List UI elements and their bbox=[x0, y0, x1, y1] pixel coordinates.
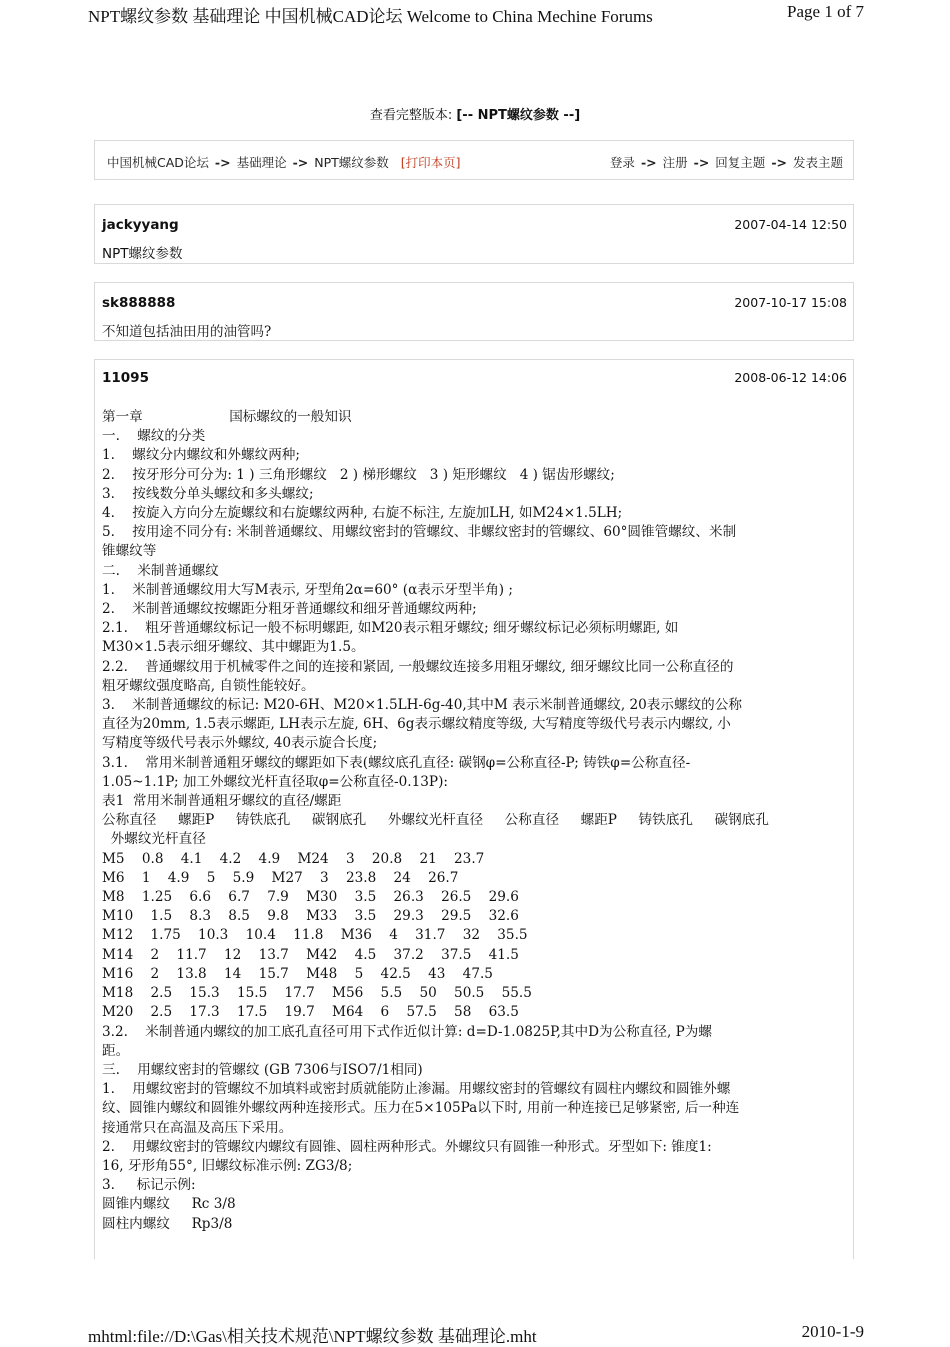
post-text: 不知道包括油田用的油管吗? bbox=[102, 324, 272, 340]
print-footer-file-path: mhtml:file://D:\Gas\相关技术规范\NPT螺纹参数 基础理论.mht bbox=[88, 1327, 537, 1346]
action-arrow: -> bbox=[693, 155, 710, 170]
breadcrumb-bar bbox=[94, 140, 854, 180]
user-actions bbox=[610, 153, 843, 171]
post-body-line: 接通常只在高温及高压下采用。 bbox=[102, 1119, 293, 1136]
post-body-line: 外螺纹光杆直径 bbox=[102, 831, 206, 848]
post-body bbox=[102, 408, 843, 1234]
post-body-line: 2. 米制普通螺纹按螺距分粗牙普通螺纹和细牙普通螺纹两种; bbox=[102, 601, 477, 618]
post-author: jackyyang bbox=[102, 217, 179, 233]
post-body-line: 3.1. 常用米制普通粗牙螺纹的螺距如下表(螺纹底孔直径: 碳钢φ=公称直径-P; 铸铁φ=公称直径- bbox=[102, 754, 691, 771]
post-3 bbox=[94, 359, 854, 1259]
print-header-page-number: Page 1 of 7 bbox=[787, 2, 864, 21]
post-body-line: 锥螺纹等 bbox=[102, 543, 157, 560]
post-body-line: 距。 bbox=[102, 1042, 130, 1059]
post-2 bbox=[94, 282, 854, 341]
post-body-line: 一. 螺纹的分类 bbox=[102, 428, 206, 445]
action-arrow: -> bbox=[640, 155, 657, 170]
post-body-line: 2.1. 粗牙普通螺纹标记一般不标明螺距, 如M20表示粗牙螺纹; 细牙螺纹标记必须标明螺距, 如 bbox=[102, 620, 679, 637]
register-link[interactable]: 注册 bbox=[662, 155, 688, 170]
post-body-line: M8 1.25 6.6 6.7 7.9 M30 3.5 26.3 26.5 29.6 bbox=[102, 889, 519, 906]
post-body-line: 二. 米制普通螺纹 bbox=[102, 562, 219, 579]
post-body-line: 三. 用螺纹密封的管螺纹 (GB 7306与ISO7/1相同) bbox=[102, 1061, 423, 1078]
print-footer bbox=[88, 1322, 864, 1344]
breadcrumb-arrow: -> bbox=[292, 155, 309, 170]
post-body-line: M10 1.5 8.3 8.5 9.8 M33 3.5 29.3 29.5 32.6 bbox=[102, 908, 519, 925]
action-arrow: -> bbox=[771, 155, 787, 170]
full-version-line bbox=[0, 104, 950, 123]
post-body-line: 1. 用螺纹密封的管螺纹不加填料或密封质就能防止渗漏。用螺纹密封的管螺纹有圆柱内螺纹和圆锥外螺 bbox=[102, 1081, 731, 1098]
post-body-line: M6 1 4.9 5 5.9 M27 3 23.8 24 26.7 bbox=[102, 869, 459, 886]
post-body-line: 3. 米制普通螺纹的标记: M20-6H、M20×1.5LH-6g-40,其中M 表示米制普通螺纹, 20表示螺纹的公称 bbox=[102, 697, 742, 714]
post-body-line: M5 0.8 4.1 4.2 4.9 M24 3 20.8 21 23.7 bbox=[102, 850, 485, 867]
post-body-line: 3. 标记示例: bbox=[102, 1177, 196, 1194]
post-body-line: 第一章 国标螺纹的一般知识 bbox=[102, 409, 352, 425]
post-body-line: 纹、圆锥内螺纹和圆锥外螺纹两种连接形式。压力在5×105Pa以下时, 用前一种连接已足够紧密, 后一种连 bbox=[102, 1100, 740, 1117]
post-body-line: 圆锥内螺纹 Rc 3/8 bbox=[102, 1196, 236, 1213]
login-link[interactable]: 登录 bbox=[609, 155, 635, 170]
breadcrumb-board[interactable]: 基础理论 bbox=[236, 155, 287, 170]
print-header-title: NPT螺纹参数 基础理论 中国机械CAD论坛 Welcome to China Mechine Forums bbox=[88, 7, 653, 26]
post-body-line: 2. 按牙形分可分为: 1 ) 三角形螺纹 2 ) 梯形螺纹 3 ) 矩形螺纹 4 ) 锯齿形螺纹; bbox=[102, 466, 615, 483]
post-body-line: 1. 米制普通螺纹用大写M表示, 牙型角2α=60° (α表示牙型半角) ; bbox=[102, 581, 514, 598]
post-body-line: 表1 常用米制普通粗牙螺纹的直径/螺距 bbox=[102, 793, 342, 810]
post-body-line: 5. 按用途不同分有: 米制普通螺纹、用螺纹密封的管螺纹、非螺纹密封的管螺纹、60°圆锥管螺纹、米制 bbox=[102, 524, 737, 541]
post-body-line: M30×1.5表示细牙螺纹、其中螺距为1.5。 bbox=[102, 639, 365, 656]
post-body-line: 公称直径 螺距P 铸铁底孔 碳钢底孔 外螺纹光杆直径 公称直径 螺距P 铸铁底孔 碳钢底孔 bbox=[102, 812, 769, 829]
post-body-line: 2. 用螺纹密封的管螺纹内螺纹有圆锥、圆柱两种形式。外螺纹只有圆锥一种形式。牙型如下: 锥度1: bbox=[102, 1138, 712, 1155]
post-date: 2007-10-17 15:08 bbox=[734, 295, 847, 310]
post-body-line: 直径为20mm, 1.5表示螺距, LH表示左旋, 6H、6g表示螺纹精度等级, 大写精度等级代号表示内螺纹, 小 bbox=[102, 716, 731, 733]
post-author: sk888888 bbox=[102, 295, 176, 311]
post-body-line: 16, 牙形角55°, 旧螺纹标准示例: ZG3/8; bbox=[102, 1157, 353, 1174]
post-body-line: M18 2.5 15.3 15.5 17.7 M56 5.5 50 50.5 55.5 bbox=[102, 985, 532, 1002]
reply-thread-link[interactable]: 回复主题 bbox=[715, 155, 766, 170]
full-version-label: 查看完整版本: bbox=[369, 108, 457, 123]
post-body-line: M20 2.5 17.3 17.5 19.7 M64 6 57.5 58 63.5 bbox=[102, 1004, 519, 1021]
breadcrumb bbox=[107, 153, 461, 171]
full-version-link[interactable]: [-- NPT螺纹参数 --] bbox=[456, 108, 581, 123]
post-body-line: 3.2. 米制普通内螺纹的加工底孔直径可用下式作近似计算: d=D-1.0825P,其中D为公称直径, P为螺 bbox=[102, 1023, 712, 1040]
post-body-line: 1. 螺纹分内螺纹和外螺纹两种; bbox=[102, 447, 300, 464]
post-text: NPT螺纹参数 bbox=[102, 246, 183, 262]
print-header bbox=[88, 2, 864, 24]
breadcrumb-forum-home[interactable]: 中国机械CAD论坛 bbox=[107, 155, 209, 170]
new-thread-link[interactable]: 发表主题 bbox=[792, 155, 843, 170]
post-1 bbox=[94, 204, 854, 264]
post-body-line: 粗牙螺纹强度略高, 自锁性能较好。 bbox=[102, 677, 315, 694]
post-body-line: 写精度等级代号表示外螺纹, 40表示旋合长度; bbox=[102, 735, 378, 752]
post-body-line: 3. 按线数分单头螺纹和多头螺纹; bbox=[102, 485, 314, 502]
post-body-line: M12 1.75 10.3 10.4 11.8 M36 4 31.7 32 35.5 bbox=[102, 927, 528, 944]
post-body-line: M16 2 13.8 14 15.7 M48 5 42.5 43 47.5 bbox=[102, 965, 493, 982]
breadcrumb-arrow: -> bbox=[214, 155, 231, 170]
post-body-line: 1.05~1.1P; 加工外螺纹光杆直径取φ=公称直径-0.13P): bbox=[102, 773, 448, 790]
breadcrumb-thread[interactable]: NPT螺纹参数 bbox=[314, 155, 389, 170]
print-page-link[interactable]: [打印本页] bbox=[400, 155, 461, 170]
print-footer-date: 2010-1-9 bbox=[801, 1322, 864, 1341]
post-body-line: M14 2 11.7 12 13.7 M42 4.5 37.2 37.5 41.5 bbox=[102, 946, 519, 963]
post-author: 11095 bbox=[102, 370, 149, 386]
post-body-line: 4. 按旋入方向分左旋螺纹和右旋螺纹两种, 右旋不标注, 左旋加LH, 如M24×1.5LH; bbox=[102, 505, 623, 522]
post-body-line: 2.2. 普通螺纹用于机械零件之间的连接和紧固, 一般螺纹连接多用粗牙螺纹, 细牙螺纹比同一公称直径的 bbox=[102, 658, 734, 675]
post-date: 2008-06-12 14:06 bbox=[734, 370, 847, 385]
post-body-line: 圆柱内螺纹 Rp3/8 bbox=[102, 1215, 233, 1232]
post-date: 2007-04-14 12:50 bbox=[734, 217, 847, 232]
